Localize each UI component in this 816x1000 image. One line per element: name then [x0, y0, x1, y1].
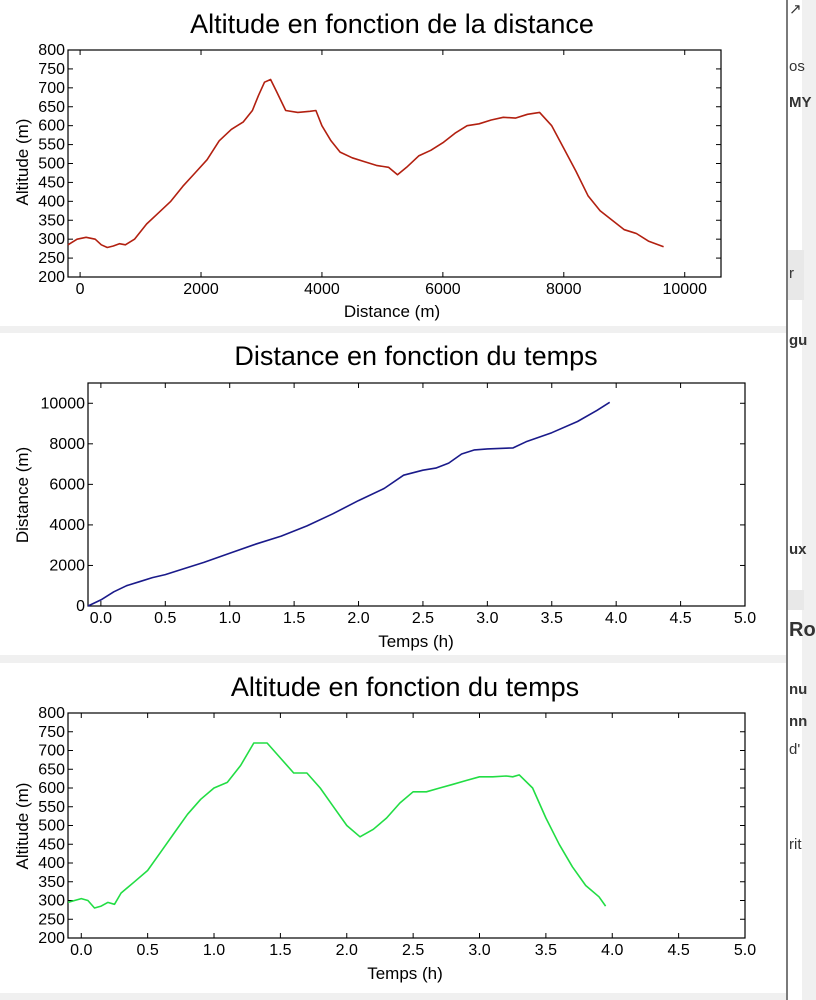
plot-area [68, 50, 721, 277]
x-tick-label: 4000 [304, 281, 340, 298]
y-tick-label: 650 [38, 761, 65, 779]
side-block [788, 590, 804, 610]
y-tick-label: 500 [38, 817, 65, 835]
x-tick-label: 5.0 [733, 610, 757, 627]
y-tick-label: 0 [76, 598, 85, 615]
x-tick-label: 5.0 [733, 942, 757, 959]
side-text-fragment: Ro [789, 619, 816, 641]
x-tick-label: 3.0 [476, 610, 499, 627]
chart-title: Altitude en fonction du temps [230, 672, 580, 702]
x-tick-label: 1.5 [269, 942, 292, 959]
y-tick-label: 300 [38, 231, 65, 249]
y-tick-label: 750 [38, 723, 65, 741]
x-tick-label: 2.5 [402, 942, 425, 959]
y-axis-label: Altitude (m) [13, 782, 32, 870]
chart-panel-altitude-distance [0, 0, 786, 326]
y-tick-label: 10000 [40, 395, 85, 413]
x-tick-label: 1.5 [282, 610, 306, 627]
plot-area [88, 383, 745, 606]
x-tick-label: 0.5 [154, 610, 177, 627]
x-tick-label: 0.0 [70, 942, 93, 959]
x-axis-label: Temps (h) [367, 964, 443, 983]
y-tick-label: 650 [38, 98, 65, 116]
y-axis-label: Distance (m) [13, 446, 32, 544]
y-tick-label: 450 [38, 836, 65, 854]
y-tick-label: 500 [38, 155, 65, 173]
x-tick-label: 2.5 [411, 610, 435, 627]
x-tick-label: 1.0 [218, 610, 241, 627]
y-tick-label: 350 [38, 873, 65, 891]
side-text-fragment: ↗ [789, 1, 802, 18]
y-tick-label: 550 [38, 136, 65, 154]
side-text-fragment: rit [789, 836, 802, 853]
y-tick-label: 2000 [49, 557, 85, 575]
x-tick-label: 3.5 [534, 942, 558, 959]
chart-distance-time [0, 333, 786, 655]
y-tick-label: 300 [38, 892, 65, 910]
x-tick-label: 4.5 [667, 942, 690, 959]
x-tick-label: 6000 [425, 281, 461, 298]
side-text-fragment: ux [789, 541, 807, 558]
x-tick-label: 4.5 [669, 610, 692, 627]
y-tick-label: 450 [38, 174, 65, 192]
x-tick-label: 0.5 [136, 942, 159, 959]
side-text-fragment: nn [789, 713, 808, 730]
y-tick-label: 750 [38, 60, 65, 78]
chart-title: Distance en fonction du temps [234, 341, 598, 371]
x-tick-label: 0.0 [89, 610, 113, 627]
y-tick-label: 200 [38, 269, 65, 286]
x-tick-label: 3.5 [540, 610, 563, 627]
chart-title: Altitude en fonction de la distance [190, 9, 594, 39]
y-tick-label: 200 [38, 930, 65, 947]
y-tick-label: 800 [38, 705, 65, 722]
x-tick-label: 3.0 [468, 942, 491, 959]
x-tick-label: 4.0 [601, 942, 624, 959]
x-axis-label: Temps (h) [378, 632, 454, 651]
y-tick-label: 4000 [49, 516, 85, 534]
y-tick-label: 250 [38, 911, 65, 929]
y-axis-label: Altitude (m) [13, 118, 32, 206]
y-tick-label: 550 [38, 798, 65, 816]
y-tick-label: 400 [38, 855, 65, 872]
chart-altitude-distance [0, 0, 786, 326]
plot-area [68, 713, 745, 938]
x-tick-label: 2000 [183, 281, 219, 298]
y-tick-label: 600 [38, 117, 65, 135]
y-tick-label: 600 [38, 780, 65, 797]
chart-panel-altitude-time [0, 663, 786, 993]
y-tick-label: 800 [38, 42, 65, 59]
y-tick-label: 350 [38, 212, 65, 230]
side-text-fragment: MY [789, 94, 812, 111]
chart-altitude-time [0, 663, 786, 993]
x-tick-label: 2.0 [335, 942, 358, 959]
y-tick-label: 700 [38, 742, 65, 760]
x-axis-label: Distance (m) [343, 302, 441, 321]
side-text-fragment: gu [789, 332, 808, 349]
side-text-fragment: r [789, 265, 794, 282]
x-tick-label: 1.0 [202, 942, 226, 959]
x-tick-label: 8000 [545, 281, 582, 298]
side-text-fragment: os [789, 58, 805, 75]
x-tick-label: 4.0 [605, 610, 628, 627]
y-tick-label: 400 [38, 193, 65, 211]
x-tick-label: 10000 [662, 281, 707, 298]
adjacent-window-edge [786, 0, 816, 1000]
y-tick-label: 6000 [49, 476, 85, 494]
chart-panel-distance-time [0, 333, 786, 655]
y-tick-label: 250 [38, 250, 65, 268]
y-tick-label: 700 [38, 79, 65, 97]
y-tick-label: 8000 [49, 435, 85, 453]
side-text-fragment: d' [789, 741, 801, 758]
x-tick-label: 2.0 [347, 610, 370, 627]
side-text-fragment: nu [789, 681, 808, 698]
x-tick-label: 0 [75, 281, 85, 298]
